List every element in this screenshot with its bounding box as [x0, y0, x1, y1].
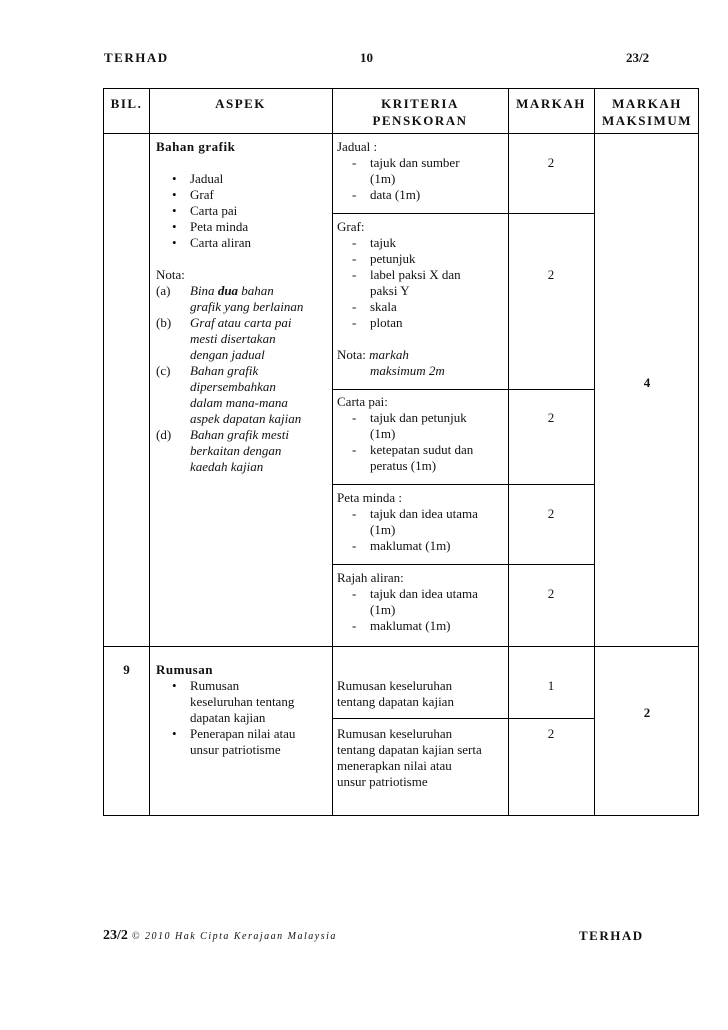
- kriteria-item: tajuk: [370, 235, 396, 250]
- row-divider: [332, 389, 594, 390]
- kriteria-item: maklumat (1m): [370, 538, 451, 553]
- note-text: Bahan grafik mesti: [190, 427, 289, 442]
- col-header-penskoran: PENSKORAN: [372, 113, 468, 128]
- col-header-markah-max: MARKAH: [612, 96, 682, 111]
- kriteria-item: ketepatan sudut dan: [370, 442, 474, 457]
- dash: -: [352, 299, 357, 314]
- header-classification: TERHAD: [104, 50, 169, 65]
- aspek-item: Jadual: [190, 171, 224, 186]
- kriteria-item: menerapkan nilai atau: [337, 758, 452, 773]
- footer-classification: TERHAD: [579, 928, 644, 943]
- note-label: (d): [156, 427, 172, 442]
- markah-value: 2: [547, 726, 555, 741]
- note-text: Graf atau carta pai: [190, 315, 292, 330]
- kriteria-heading: Peta minda :: [337, 490, 402, 505]
- aspek-item: Graf: [190, 187, 214, 202]
- nota-label: Nota:: [156, 267, 185, 282]
- kriteria-item: plotan: [370, 315, 403, 330]
- col-header-maksimum: MAKSIMUM: [602, 113, 692, 128]
- kriteria-item: (1m): [370, 602, 396, 617]
- note-text: aspek dapatan kajian: [190, 411, 302, 426]
- bullet-icon: •: [172, 203, 177, 218]
- kriteria-item: Rumusan keseluruhan: [337, 726, 453, 741]
- row-number: 9: [123, 662, 130, 677]
- kriteria-item: petunjuk: [370, 251, 416, 266]
- markah-maksimum: 4: [643, 375, 651, 390]
- dash: -: [352, 187, 357, 202]
- dash: -: [352, 235, 357, 250]
- kriteria-item: tentang dapatan kajian serta: [337, 742, 482, 757]
- dash: -: [352, 251, 357, 266]
- col-divider: [149, 89, 150, 815]
- dash: -: [352, 410, 357, 425]
- note-text: Bahan grafik: [190, 363, 259, 378]
- row-divider: [332, 484, 594, 485]
- kriteria-note: Nota: markah: [337, 347, 409, 362]
- dash: -: [352, 155, 357, 170]
- kriteria-item: skala: [370, 299, 397, 314]
- markah-value: 1: [547, 678, 555, 693]
- paper-code: 23/2: [626, 50, 650, 65]
- kriteria-item: tentang dapatan kajian: [337, 694, 454, 709]
- aspek-title: Rumusan: [156, 662, 213, 677]
- markah-value: 2: [547, 586, 555, 601]
- aspek-item: unsur patriotisme: [190, 742, 281, 757]
- kriteria-heading: Jadual :: [337, 139, 378, 154]
- kriteria-item: label paksi X dan: [370, 267, 461, 282]
- aspek-item: Rumusan: [190, 678, 240, 693]
- kriteria-item: (1m): [370, 171, 396, 186]
- note-text: grafik yang berlainan: [190, 299, 304, 314]
- bullet-icon: •: [172, 219, 177, 234]
- markah-value: 2: [547, 267, 555, 282]
- kriteria-item: data (1m): [370, 187, 421, 202]
- kriteria-item: tajuk dan idea utama: [370, 586, 478, 601]
- bullet-icon: •: [172, 678, 177, 693]
- note-text: dalam mana-mana: [190, 395, 288, 410]
- col-divider: [332, 89, 333, 815]
- footer-code: 23/2: [103, 928, 128, 943]
- kriteria-heading: Graf:: [337, 219, 365, 234]
- kriteria-note: maksimum 2m: [370, 363, 445, 378]
- aspek-item: Penerapan nilai atau: [190, 726, 296, 741]
- footer-copyright: © 2010 Hak Cipta Kerajaan Malaysia: [131, 931, 337, 942]
- dash: -: [352, 442, 357, 457]
- col-header-aspek: ASPEK: [215, 96, 266, 111]
- markah-value: 2: [547, 155, 555, 170]
- note-text: kaedah kajian: [190, 459, 264, 474]
- marking-scheme-table: [103, 88, 699, 816]
- aspek-item: Peta minda: [190, 219, 249, 234]
- note-label: (c): [156, 363, 171, 378]
- kriteria-item: (1m): [370, 426, 396, 441]
- row-divider: [104, 646, 698, 647]
- kriteria-item: paksi Y: [370, 283, 410, 298]
- bullet-icon: •: [172, 726, 177, 741]
- note-text: mesti disertakan: [190, 331, 276, 346]
- bullet-icon: •: [172, 171, 177, 186]
- kriteria-item: tajuk dan petunjuk: [370, 410, 467, 425]
- note-label: (a): [156, 283, 171, 298]
- markah-value: 2: [547, 506, 555, 521]
- kriteria-heading: Rajah aliran:: [337, 570, 404, 585]
- kriteria-item: unsur patriotisme: [337, 774, 428, 789]
- kriteria-heading: Carta pai:: [337, 394, 388, 409]
- kriteria-item: tajuk dan sumber: [370, 155, 460, 170]
- aspek-item: keseluruhan tentang: [190, 694, 295, 709]
- aspek-item: Carta aliran: [190, 235, 251, 250]
- markah-maksimum: 2: [643, 705, 651, 720]
- kriteria-item: maklumat (1m): [370, 618, 451, 633]
- col-header-markah: MARKAH: [516, 96, 586, 111]
- header-divider: [104, 133, 698, 134]
- aspek-item: dapatan kajian: [190, 710, 266, 725]
- row-divider: [332, 213, 594, 214]
- row-divider: [332, 718, 594, 719]
- dash: -: [352, 586, 357, 601]
- aspek-title: Bahan grafik: [156, 139, 236, 154]
- note-text: dipersembahkan: [190, 379, 276, 394]
- dash: -: [352, 315, 357, 330]
- aspek-item: Carta pai: [190, 203, 238, 218]
- bullet-icon: •: [172, 187, 177, 202]
- bullet-icon: •: [172, 235, 177, 250]
- note-text: Bina dua bahan: [190, 283, 274, 298]
- col-header-bil: BIL.: [110, 96, 143, 111]
- note-label: (b): [156, 315, 172, 330]
- footer-left: [103, 928, 337, 944]
- note-text: dengan jadual: [190, 347, 265, 362]
- dash: -: [352, 267, 357, 282]
- col-header-kriteria: KRITERIA: [381, 96, 459, 111]
- row-divider: [332, 564, 594, 565]
- dash: -: [352, 538, 357, 553]
- dash: -: [352, 618, 357, 633]
- kriteria-item: Rumusan keseluruhan: [337, 678, 453, 693]
- kriteria-item: peratus (1m): [370, 458, 437, 473]
- col-divider: [508, 89, 509, 815]
- kriteria-item: tajuk dan idea utama: [370, 506, 478, 521]
- markah-value: 2: [547, 410, 555, 425]
- note-text: berkaitan dengan: [190, 443, 282, 458]
- kriteria-item: (1m): [370, 522, 396, 537]
- page-number: 10: [360, 50, 373, 65]
- dash: -: [352, 506, 357, 521]
